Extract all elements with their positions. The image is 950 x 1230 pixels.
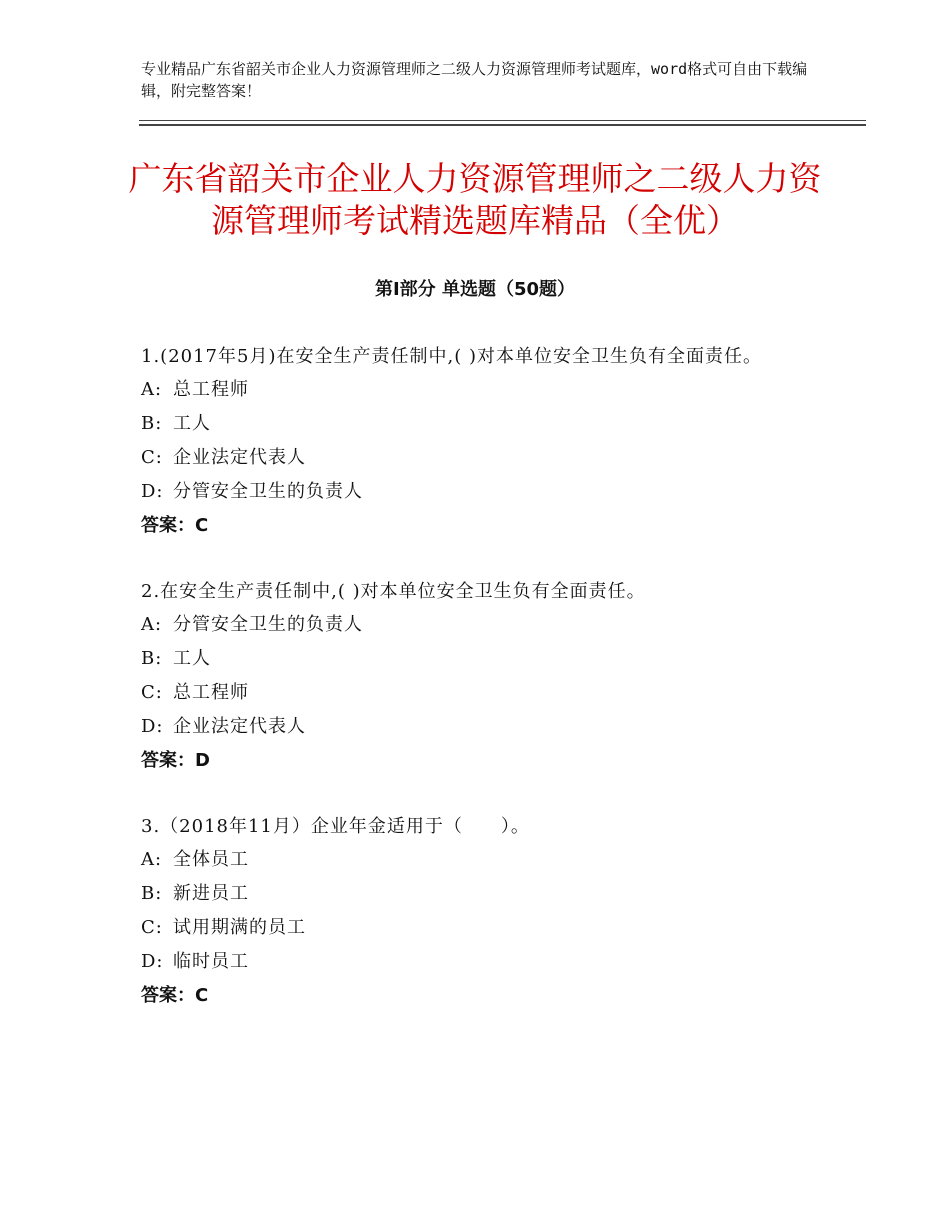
option-letter: A: — [141, 849, 163, 870]
answer-line — [141, 744, 821, 778]
answer-value: D — [195, 750, 210, 771]
option-a — [141, 843, 821, 877]
option-c — [141, 441, 821, 475]
answer-line — [141, 509, 821, 543]
option-text: 总工程师 — [173, 379, 249, 400]
question-2 — [141, 576, 821, 778]
option-d — [141, 475, 821, 509]
question-stem: 2.在安全生产责任制中,( )对本单位安全卫生负有全面责任。 — [141, 581, 646, 602]
option-text: 试用期满的员工 — [173, 917, 306, 938]
option-a — [141, 373, 821, 407]
answer-value: C — [195, 515, 209, 536]
option-d — [141, 710, 821, 744]
option-letter: D: — [141, 716, 164, 737]
option-c — [141, 676, 821, 710]
option-letter: A: — [141, 614, 163, 635]
option-letter: C: — [141, 682, 163, 703]
option-letter: B: — [141, 883, 163, 904]
answer-value: C — [195, 985, 209, 1006]
answer-line — [141, 979, 821, 1013]
option-b — [141, 642, 821, 676]
option-text: 工人 — [173, 413, 211, 434]
answer-label: 答案： — [141, 750, 195, 771]
question-3 — [141, 811, 821, 1013]
option-letter: D: — [141, 481, 164, 502]
option-letter: B: — [141, 413, 163, 434]
option-text: 分管安全卫生的负责人 — [173, 481, 363, 502]
option-text: 临时员工 — [173, 951, 249, 972]
header-divider-thick — [139, 124, 866, 126]
option-text: 企业法定代表人 — [173, 716, 306, 737]
option-c — [141, 911, 821, 945]
option-text: 企业法定代表人 — [173, 447, 306, 468]
question-1 — [141, 341, 821, 543]
option-letter: C: — [141, 447, 163, 468]
document-title: 广东省韶关市企业人力资源管理师之二级人力资源管理师考试精选题库精品（全优） — [128, 159, 822, 240]
header-note: 专业精品广东省韶关市企业人力资源管理师之二级人力资源管理师考试题库，word格式可自由下载编辑，附完整答案！ — [141, 60, 808, 100]
option-b — [141, 407, 821, 441]
option-letter: D: — [141, 951, 164, 972]
section-title: 第Ⅰ部分 单选题（50题） — [374, 279, 575, 300]
option-letter: B: — [141, 648, 163, 669]
option-text: 新进员工 — [173, 883, 249, 904]
answer-label: 答案： — [141, 985, 195, 1006]
answer-label: 答案： — [141, 515, 195, 536]
option-b — [141, 877, 821, 911]
option-d — [141, 945, 821, 979]
option-text: 总工程师 — [173, 682, 249, 703]
option-letter: C: — [141, 917, 163, 938]
option-text: 工人 — [173, 648, 211, 669]
option-text: 分管安全卫生的负责人 — [173, 614, 363, 635]
question-list — [141, 341, 821, 1046]
option-letter: A: — [141, 379, 163, 400]
question-stem: 1.(2017年5月)在安全生产责任制中,( )对本单位安全卫生负有全面责任。 — [141, 346, 762, 367]
option-text: 全体员工 — [173, 849, 249, 870]
option-a — [141, 608, 821, 642]
header-divider-thin — [139, 120, 866, 121]
question-stem: 3.（2018年11月）企业年金适用于（ ）。 — [141, 816, 530, 837]
